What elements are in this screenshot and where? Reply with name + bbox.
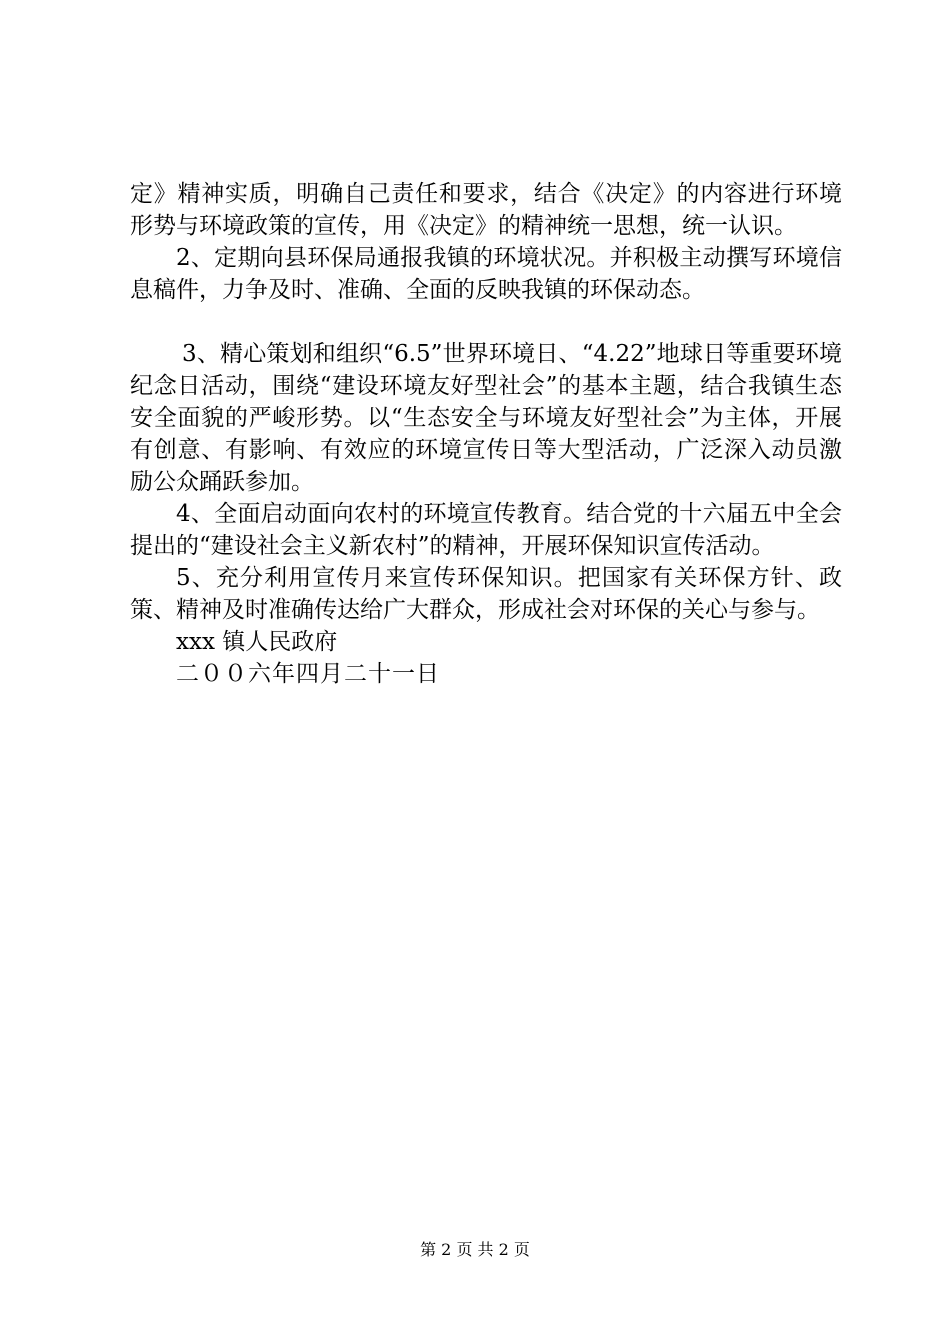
paragraph-item-3: 3、精心策划和组织“6.5”世界环境日、“4.22”地球日等重要环境纪念日活动，围绕“建设环境友好型社会”的基本主题，结合我镇生态安全面貌的严峻形势。以“生态安全与环境友好型社会”为主体，开展有创意、有影响、有效应的环境宣传日等大型活动，广泛深入动员激励公众踊跃参加。	[130, 341, 842, 495]
page-number-footer: 第 2 页 共 2 页	[420, 1240, 530, 1259]
date-line: 二００六年四月二十一日	[176, 661, 440, 687]
paragraph-item-4: 4、全面启动面向农村的环境宣传教育。结合党的十六届五中全会提出的“建设社会主义新农村”的精神，开展环保知识宣传活动。	[130, 501, 842, 559]
signature-line: xxx 镇人民政府	[176, 629, 338, 655]
paragraph-continuation: 定》精神实质，明确自己责任和要求，结合《决定》的内容进行环境形势与环境政策的宣传，用《决定》的精神统一思想，统一认识。	[130, 181, 842, 239]
paragraph-item-5: 5、充分利用宣传月来宣传环保知识。把国家有关环保方针、政策、精神及时准确传达给广大群众，形成社会对环保的关心与参与。	[130, 565, 842, 623]
paragraph-spacer	[130, 306, 842, 338]
document-body	[130, 178, 842, 690]
paragraph-item-2: 2、定期向县环保局通报我镇的环境状况。并积极主动撰写环境信息稿件，力争及时、准确、全面的反映我镇的环保动态。	[130, 245, 842, 303]
